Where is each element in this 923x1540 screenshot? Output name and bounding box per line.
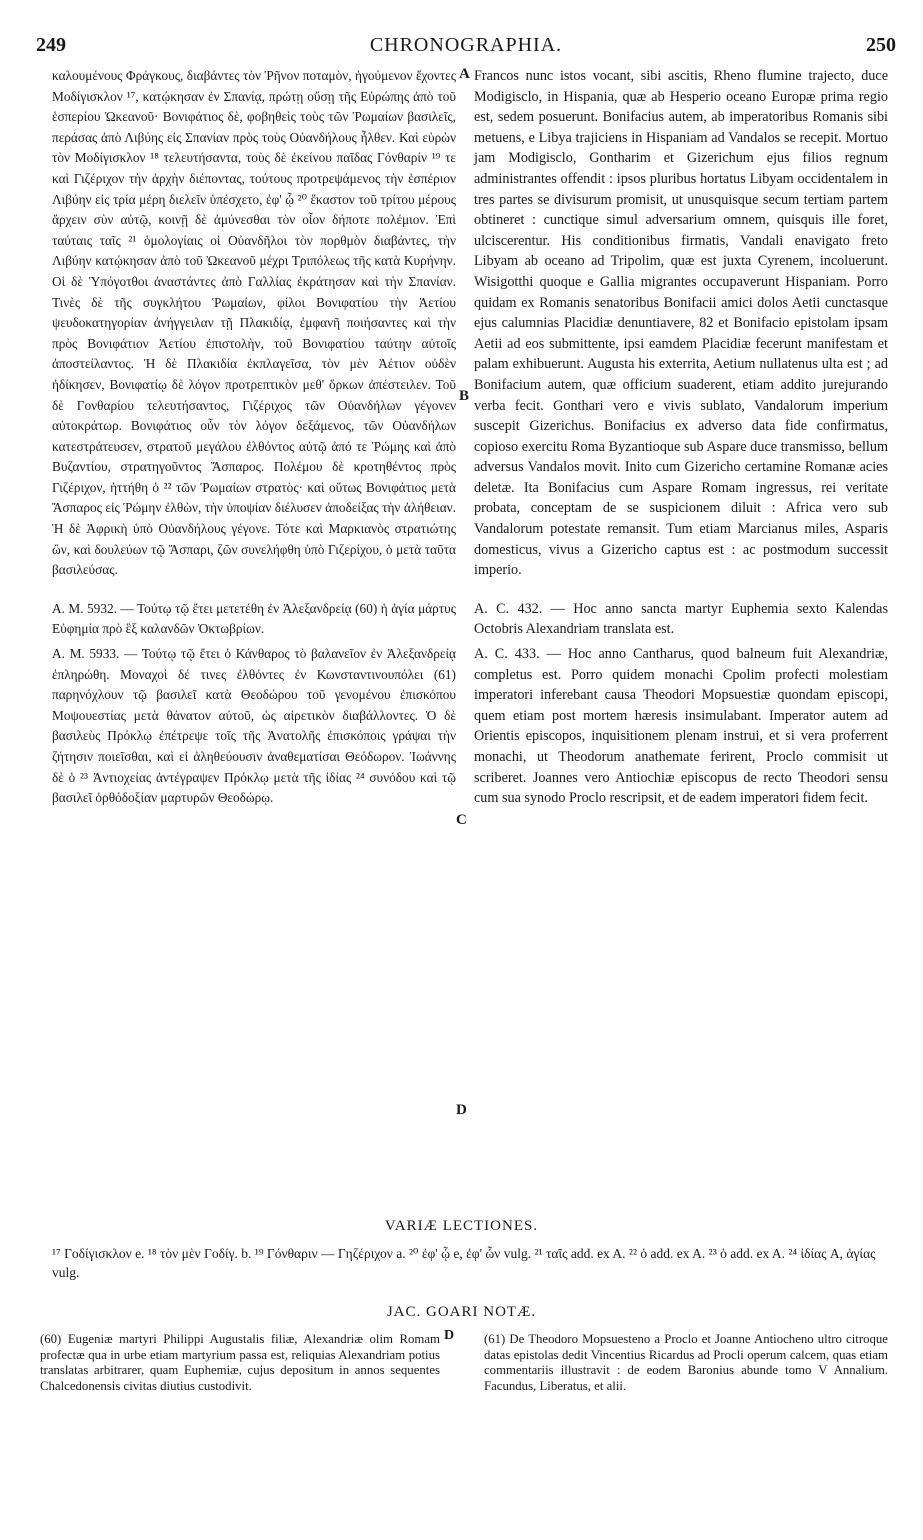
section-marker-a: A — [459, 66, 470, 82]
greek-column — [52, 66, 456, 809]
greek-year-entry-5933: Α. Μ. 5933. — Τούτῳ τῷ ἔτει ὁ Κάνθαρος τὸ βαλανεῖον ἐν Ἀλεξανδρείᾳ ἐπληρώθη. Μοναχοὶ δέ τινες ἐλθόντες ἐν Κωνσταντινουπόλει (61) παρηνόχλουν τῷ βασιλεῖ κατὰ Θεοδώρου τοῦ γενομένου ἐπισκόπου Μοψουεστίας μετὰ θάνατον αὐτοῦ, ὡς αἱρετικὸν διαβάλλοντες. Ὁ δὲ βασιλεὺς Πρόκλῳ ἐπέτρεψε τοῖς τῆς Ἀνατολῆς ἐπισκόποις γράψαι τὴν ζήτησιν ποιεῖσθαι, καὶ εἰ ἀληθεύουσιν ἀναθεματίσαι Θεόδωρον. Ἰωάννης δὲ ὁ ²³ Ἀντιοχείας ἀντέγραψεν Πρόκλῳ μετὰ τῆς ἰδίας ²⁴ συνόδου καὶ τῷ βασιλεῖ ὀρθόδοξίαν μαρτυρῶν Θεοδώρῳ. — [52, 646, 456, 806]
latin-main-paragraph: Francos nunc istos vocant, sibi ascitis, Rheno flumine trajecto, duce Modigisclo, in Hispania, quæ ab Hesperio oceano Europæ prima regio est, sedem posuerunt. Bonifacius autem, ab imperatoribus Romanis sibi metuens, e Libya trajiciens in Hispaniam ad Vandalos se recepit. Mortuo jam Modigisclo, Gontharim et Gizerichum ejus filios regnum administrantes offendit : ipsos pluribus hortatus Libyam occidentalem in tres partes se divisurum promisit, ut unusquisque secum tertiam partem obtineret : cunctique simul adversarium omnem, quisquis ille foret, ulciscerentur. His conditionibus firmatis, Vandali enavigato freto Libyam ab oceano ad Tripolim, quæ est juxta Cyrenem, incoluerunt. Wisigotthi quoque e Gallia migrantes occupaverunt Hispaniam. Porro quidam ex Romanis senatoribus Bonifacii amici dolos Aetii cunctasque ejus calumnias Placidiæ denuntiavere, 82 et Bonifacio epistolam ipsam Aetii ad eos submittente, ipsi eamdem Placidiæ fecerunt manifestam et palam exhibuerunt. Augusta his exterrita, Aetium nullatenus ulta est ; ad Bonifacium autem, quæ officium suaderent, etiam addito jurejurando verba fecit. Gonthari vero e vivis sublato, Vandalorum imperium suscepit Gizerichus. Bonifacius ex adverso data fide confirmatus, copioso exercitu Roma Byzantioque sub Aspare duce transmisso, bellum adversus Vandalos movit. Inito cum Gizericho certamine Romanæ acies deletæ. Ita Bonifacius cum Aspare Romam ingressus, rei veritate probata, conceptam de se suspicionem diluit : Africa vero sub Vandalorum potestate remansit. Tum etiam Marcianus miles, Asparis domesticus, vivus a Gizericho captus est : ac postmodum successit imperio. — [474, 68, 888, 579]
page-number-left: 249 — [36, 34, 66, 56]
note-61-text: (61) De Theodoro Mopsuesteno a Proclo et Joanne Antiocheno ultro citroque datas epistolas dedit Vincentius Ricardus ad Procli operum calcem, quas etiam commentariis illustravit : de eodem Baronius abunde tomo V Annalium. Facundus, Liberatus, et alii. — [484, 1332, 888, 1393]
section-marker-c: C — [456, 812, 467, 828]
variae-lectiones — [52, 1244, 892, 1282]
variae-lectiones-title: VARIÆ LECTIONES. — [384, 1218, 539, 1234]
latin-year-entry-433: A. C. 433. — Hoc anno Cantharus, quod balneum fuit Alexandriæ, completus est. Porro quidem monachi Cpolim profecti molestiam imperatori inferebant causa Theodori Mopsuestiæ quondam episcopi, quem etiam post mortem hæresis insimulabant. Imperator autem ad Orientis episcopos, inquisitionem plenam instrui, et si vera proferrent monachi, ut Theodorum anathemate ferirent, Proclo commisit ut scriberet. Joannes vero Antiochiæ episcopus de recto Theodori sensu cum sua synodo Proclo rescripsit, et de eadem imperatori fidem fecit. — [474, 646, 888, 807]
variae-lectiones-text: ¹⁷ Γοδίγισκλον e. ¹⁸ τὸν μὲν Γοδίγ. b. ¹⁹ Γόνθαριν — Γηζέριχον a. ²⁰ ἐφ' ᾧ e, ἐφ' ὧν vulg. ²¹ ταῖς add. ex A. ²² ὁ add. ex A. ²³ ὁ add. ex A. ²⁴ ἰδίας A, ἁγίας vulg. — [52, 1246, 876, 1280]
latin-column — [474, 66, 888, 809]
goari-notae-title: JAC. GOARI NOTÆ. — [386, 1304, 537, 1320]
note-60-text: (60) Eugeniæ martyri Philippi Augustalis filiæ, Alexandriæ olim Romam profectæ qua in urbe etiam martyrium passa est, reliquias Alexandriam potius translatas arbitrarer, quam Euphemiæ, cujus depositum in annos sequentes Chalcedonensis civitas diutius custodivit. — [40, 1332, 440, 1393]
note-61 — [484, 1332, 888, 1394]
section-marker-d: D — [456, 1102, 467, 1118]
latin-year-entry-432: A. C. 432. — Hoc anno sancta martyr Euphemia sexto Kalendas Octobris Alexandriam translata est. — [474, 600, 888, 638]
note-60 — [40, 1332, 440, 1394]
page-header — [36, 34, 896, 64]
section-marker-b: B — [459, 388, 470, 404]
greek-main-paragraph: καλουμένους Φράγκους, διαβάντες τὸν Ῥῆνον ποταμὸν, ἡγούμενον ἔχοντες Μοδίγισκλον ¹⁷, κατῴκησαν ἐν Σπανίᾳ, πρώτῃ οὔσῃ τῆς Εὐρώπης ἀπὸ τοῦ ἑσπερίου Ὠκεανοῦ· Βονιφάτιος δὲ, φοβηθεὶς τοὺς τῶν Ῥωμαίων βασιλεῖς, περάσας ἀπὸ Λιβύης εἰς Σπανίαν πρὸς τοὺς Οὐανδήλους ἦλθεν. Καὶ εὑρὼν τὸν Μοδίγισκλον ¹⁸ τελευτήσαντα, τοὺς δὲ ἐκείνου παῖδας Γόνθαρίν ¹⁹ τε καὶ Γιζέριχον τὴν ἀρχὴν διέποντας, τούτους προτρεψάμενος τὴν ἑσπέριον Λιβύην εἰς τρία μέρη διελεῖν ὑπέσχετο, ἐφ' ᾧ ²⁰ ἕκαστον τοῦ τρίτου μέρους ἄρχειν σὺν αὐτῷ, κοινῇ δὲ ἀμύνεσθαι τὸν οἷον δήποτε πολέμιον. Ἐπὶ ταύταις ταῖς ²¹ ὁμολογίαις οἱ Οὐανδῆλοι τὸν πορθμὸν διαβάντες, τὴν Λιβύην κατῴκησαν ἀπὸ τοῦ Ὠκεανοῦ μέχρι Τριπόλεως τῆς κατὰ Κυρήνην. Οἱ δὲ Ὑπόγοτθοι ἀναστάντες ἀπὸ Γαλλίας ἐκράτησαν καὶ τὴν Σπανίαν. Τινὲς δὲ τῆς συγκλήτου Ῥωμαίων, φίλοι Βονιφατίου τὴν Ἀετίου ψευδοκατηγορίαν ἀνήγγειλαν τῇ Πλακιδίᾳ, ἐμφανῆ ποιήσαντες καὶ τὴν πρὸς Βονιφάτιον Ἀετίου ἐπιστολὴν, τοῦ Βονιφατίου ταύτην αὐτοῖς ἀποστείλαντος. Ἡ δὲ Πλακιδία ἐκπλαγεῖσα, τὸν μὲν Ἀέτιον οὐδὲν ἠδίκησεν, Βονιφατίῳ δὲ λόγον προτρεπτικὸν μεθ' ὅρκων ἀπέστειλεν. Τοῦ δὲ Γονθαρίου τελευτήσαντος, Γιζέριχος τῶν Οὐανδήλων γέγονεν αὐτοκράτωρ. Βονιφάτιος οὖν τὸν λόγον δεξάμενος, τῶν Οὐανδήλων κατεστράτευσεν, στρατοῦ μεγάλου ἐλθόντος αὐτῷ ἀπό τε Ῥώμης καὶ ἀπὸ Βυζαντίου, στρατηγοῦντος Ἄσπαρος. Πολέμου δὲ κροτηθέντος πρὸς Γιζέριχον, ἡττήθη ὁ ²² τῶν Ῥωμαίων στρατὸς· καὶ οὕτως Βονιφάτιος μετὰ Ἄσπαρος εἰς Ῥώμην ἐλθὼν, τὴν ὑποψίαν διέλυσεν ἀποδείξας τὴν ἀλήθειαν. Ἡ δὲ Ἀφρικὴ ὑπὸ Οὐανδήλους γέγονε. Τότε καὶ Μαρκιανὸς στρατιώτης ὢν, καὶ δουλεύων τῷ Ἄσπαρι, ζῶν συνελήφθη ὑπὸ Γιζερίχου, ὁ μετὰ ταῦτα βασιλεύσας. — [52, 68, 456, 578]
notes-marker-d: D — [444, 1328, 455, 1343]
page-number-right: 250 — [866, 34, 896, 56]
greek-year-entry-5932: Α. Μ. 5932. — Τούτῳ τῷ ἔτει μετετέθη ἐν Ἀλεξανδρείᾳ (60) ἡ ἁγία μάρτυς Εὐφημία πρὸ ἓξ καλανδῶν Ὀκτωβρίων. — [52, 600, 456, 637]
running-title: CHRONOGRAPHIA. — [369, 34, 563, 56]
